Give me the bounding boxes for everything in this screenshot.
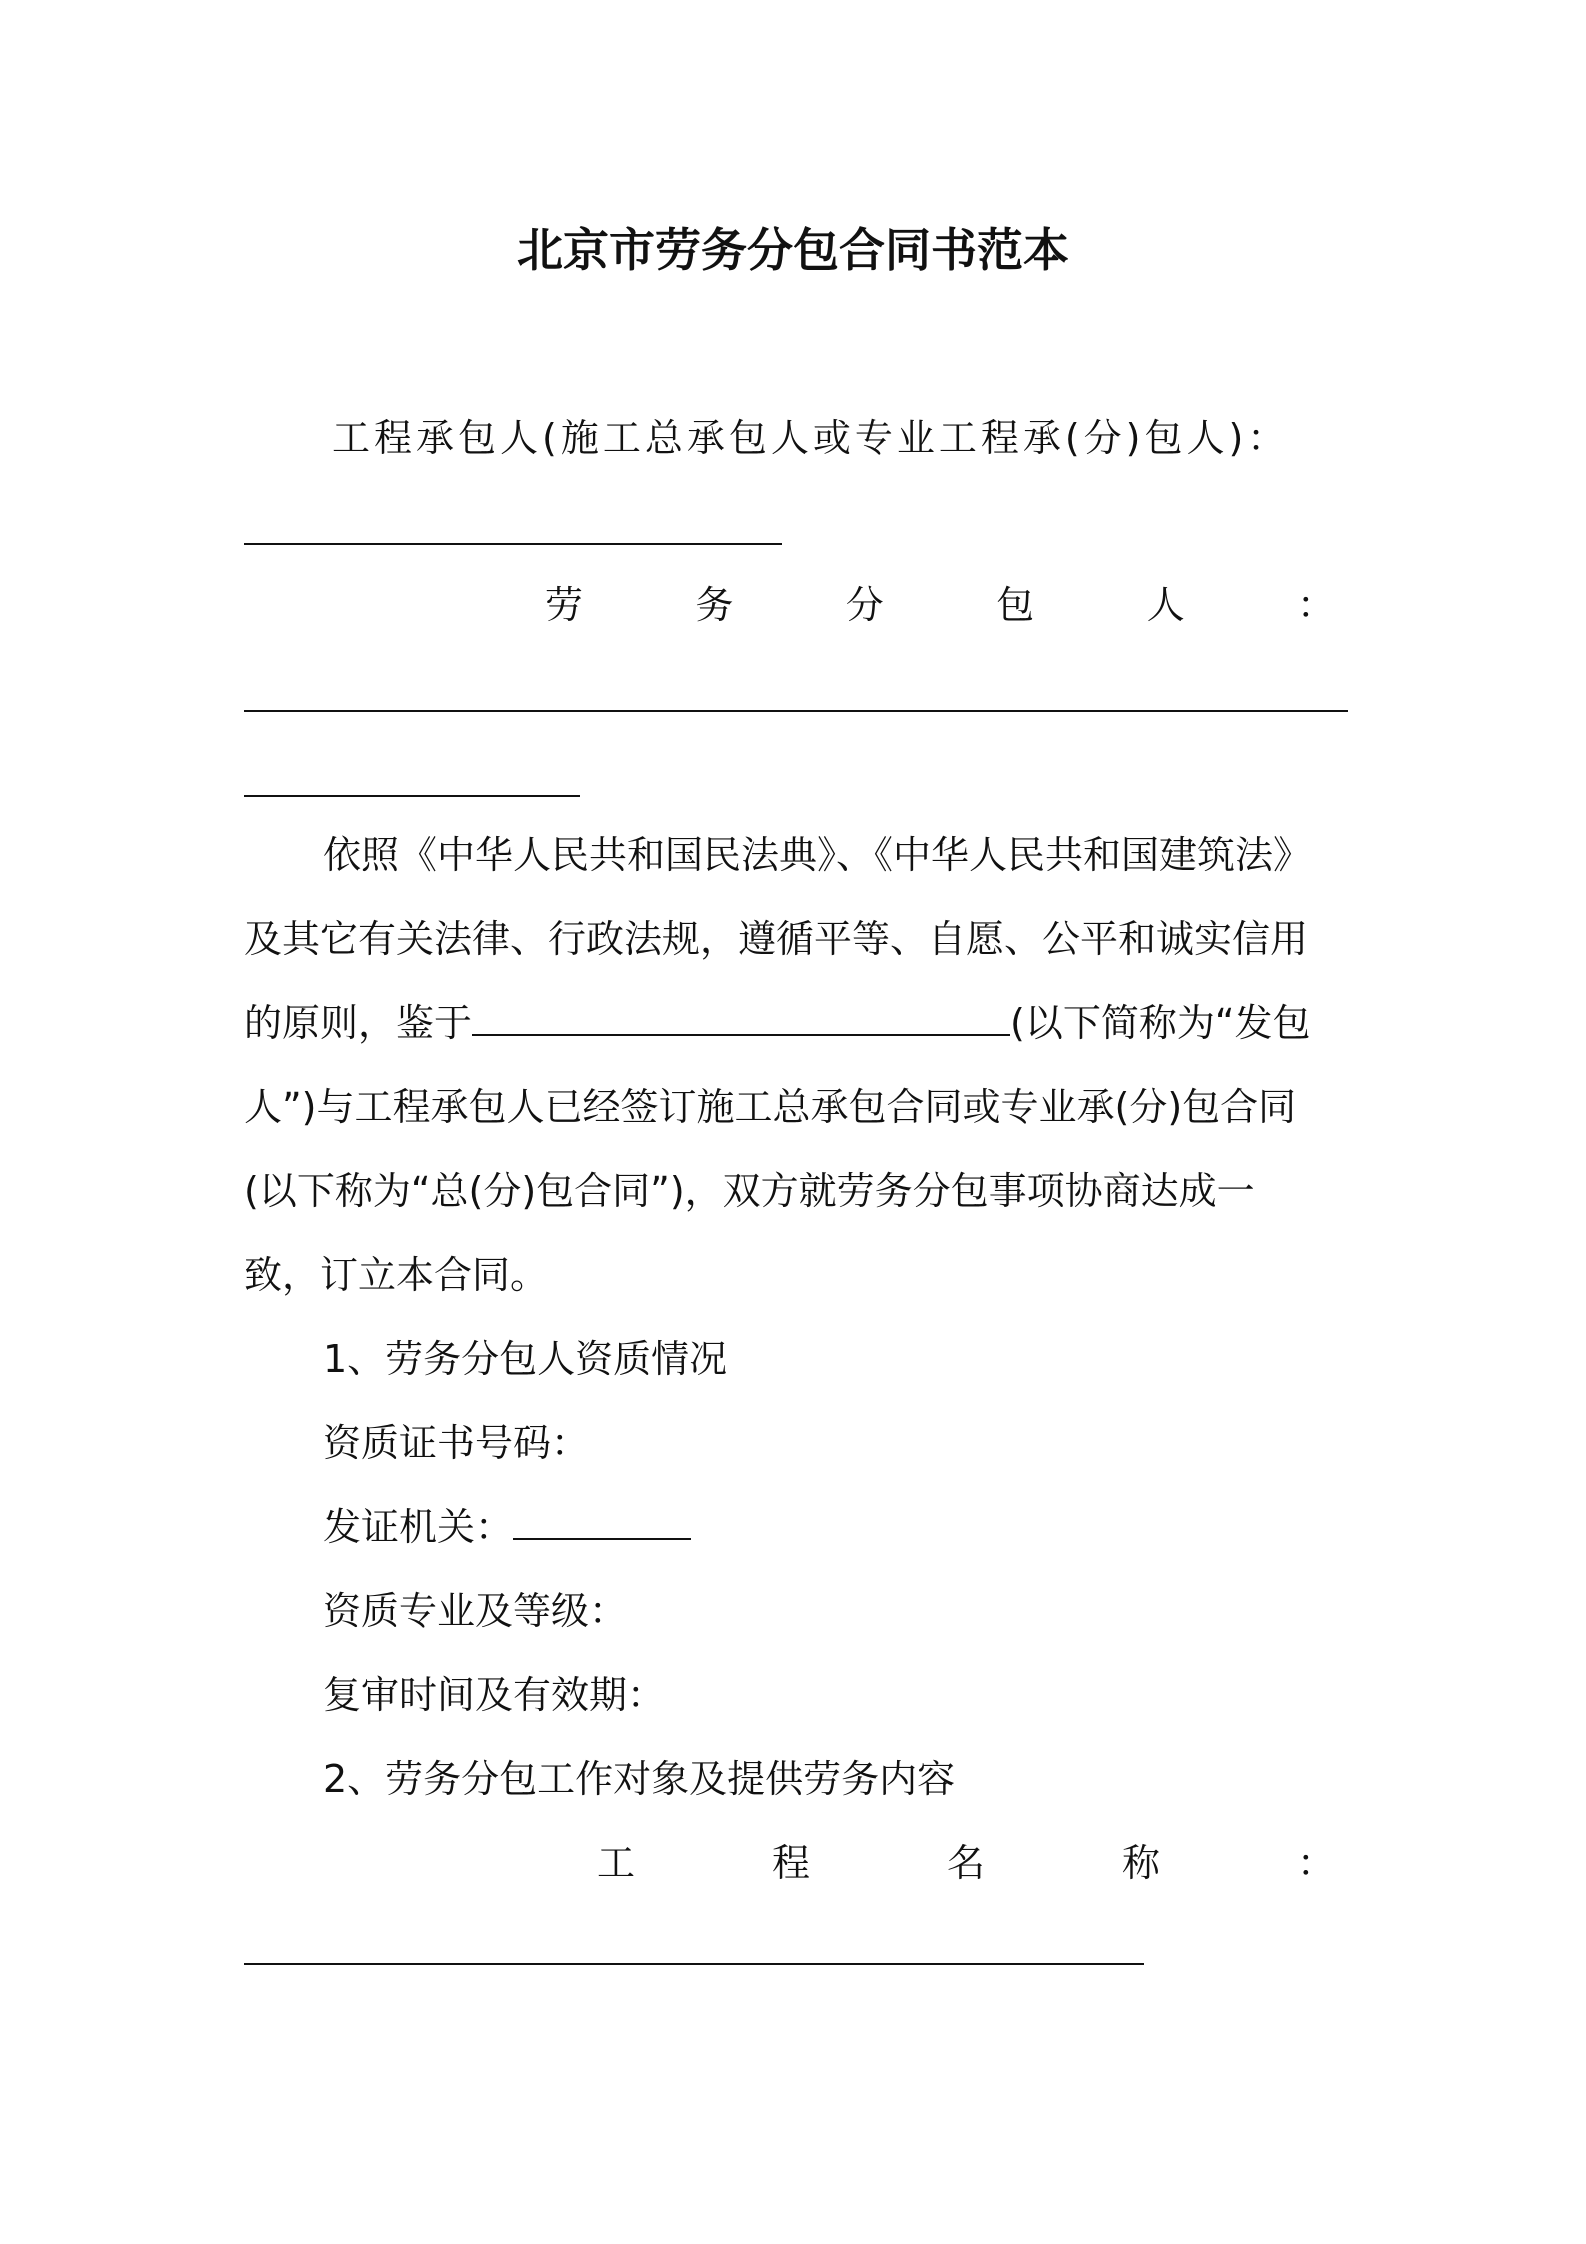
project-name-blank-line[interactable] (244, 1963, 1144, 1965)
contractor-label: 工程承包人(施工总承包人或专业工程承(分)包人)： (332, 416, 1290, 460)
project-name-char: 名 (946, 1841, 985, 1885)
project-name-char: 称 (1121, 1841, 1160, 1885)
subcontractor-char: 人 (1146, 583, 1185, 627)
subcontractor-blank-line[interactable] (244, 710, 1348, 712)
project-name-char: 程 (771, 1841, 810, 1885)
contractor-blank-line[interactable] (244, 543, 782, 545)
subcontractor-char: 务 (695, 583, 734, 627)
subcontractor-label (545, 580, 1335, 630)
issuer-blank[interactable] (513, 1504, 691, 1540)
preamble-line-3-suffix: (以下简称为“发包 (1010, 1001, 1311, 1045)
subcontractor-char: 分 (845, 583, 884, 627)
preamble-line-3 (244, 998, 1311, 1048)
document-title: 北京市劳务分包合同书范本 (517, 223, 1069, 277)
subcontractor-char: 包 (996, 583, 1035, 627)
preamble-line-5: (以下称为“总(分)包合同”)，双方就劳务分包事项协商达成一 (244, 1169, 1255, 1213)
subcontractor-char: ： (1296, 583, 1335, 627)
employer-blank[interactable] (472, 1000, 1010, 1036)
cert-no-label: 资质证书号码： (323, 1421, 590, 1465)
subcontractor-blank-line-2[interactable] (244, 795, 580, 797)
specialty-label: 资质专业及等级： (323, 1589, 628, 1633)
project-name-char: ： (1296, 1841, 1335, 1885)
subcontractor-char: 劳 (545, 583, 584, 627)
preamble-line-4: 人”)与工程承包人已经签订施工总承包合同或专业承(分)包合同 (244, 1085, 1297, 1129)
project-name-label (597, 1838, 1335, 1888)
section2-heading: 2、劳务分包工作对象及提供劳务内容 (323, 1757, 956, 1801)
section1-heading: 1、劳务分包人资质情况 (323, 1337, 728, 1381)
preamble-line-2: 及其它有关法律、行政法规，遵循平等、自愿、公平和诚实信用 (244, 917, 1309, 961)
preamble-line-3-prefix: 的原则，鉴于 (244, 1001, 473, 1045)
review-label: 复审时间及有效期： (323, 1673, 666, 1717)
issuer-label (323, 1502, 691, 1552)
preamble-line-6: 致，订立本合同。 (244, 1253, 549, 1297)
project-name-char: 工 (597, 1841, 636, 1885)
preamble-line-1: 依照《中华人民共和国民法典》、《中华人民共和国建筑法》 (323, 833, 1312, 877)
issuer-label-text: 发证机关： (323, 1505, 514, 1549)
